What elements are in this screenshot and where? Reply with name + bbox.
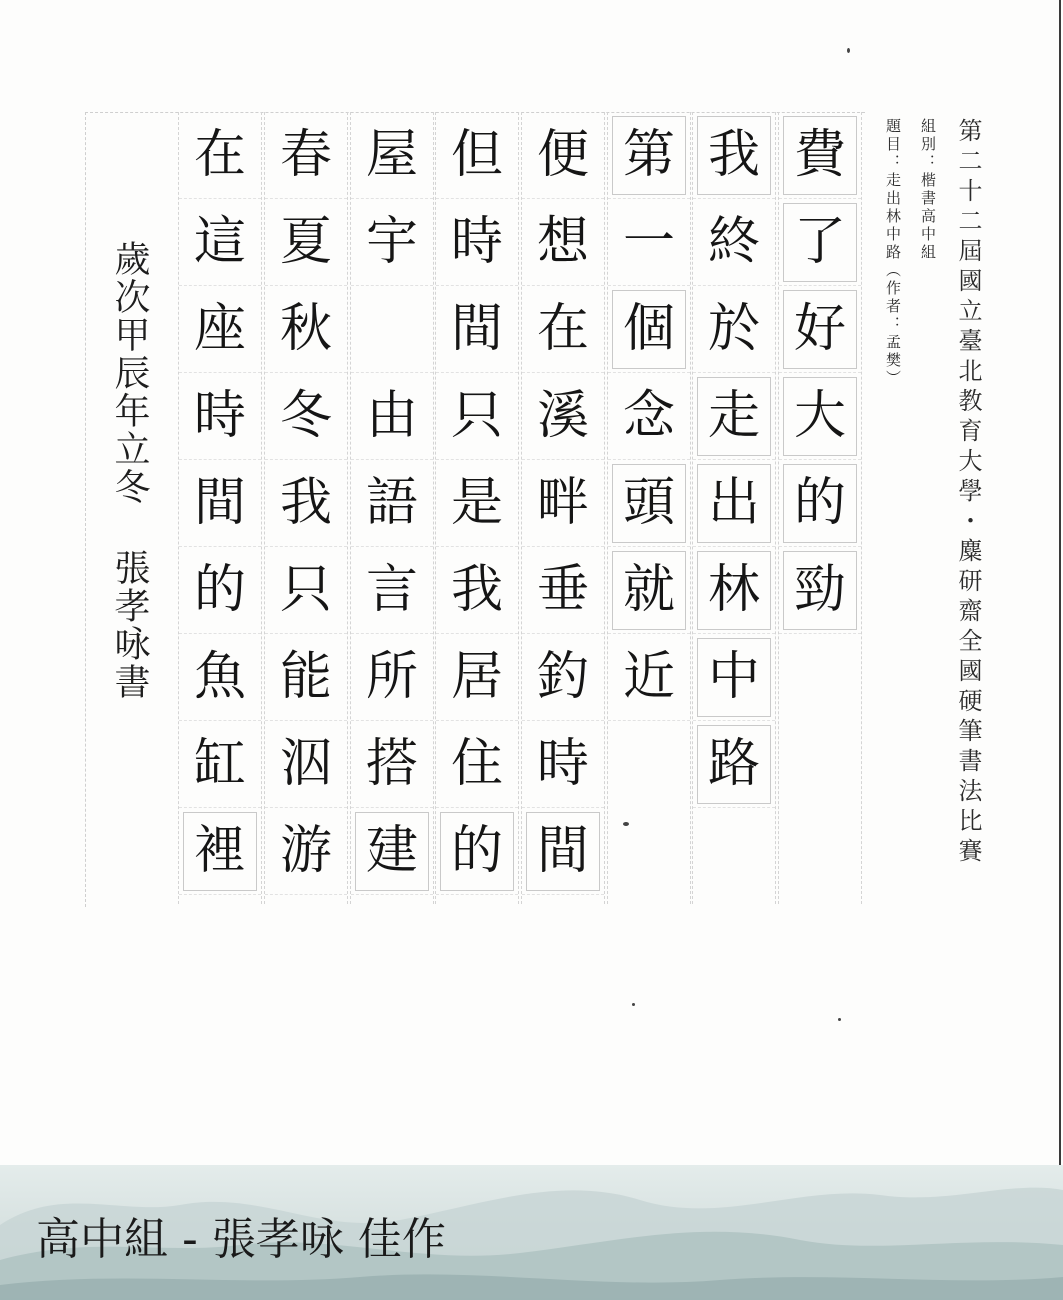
ink-speck (623, 822, 629, 826)
poem-character: 時 (436, 199, 518, 286)
topic-label: 題目：走出林中路（作者：孟樊） (884, 118, 902, 388)
poem-column (178, 112, 262, 904)
poem-character: 釣 (522, 634, 604, 721)
poem-character: 路 (693, 721, 775, 808)
poem-character: 春 (265, 112, 347, 199)
poem-character: 頭 (608, 460, 690, 547)
poem-character: 只 (436, 373, 518, 460)
poem-character: 第 (608, 112, 690, 199)
poem-character: 語 (351, 460, 433, 547)
poem-column (264, 112, 348, 904)
poem-character: 游 (265, 808, 347, 895)
poem-character: 畔 (522, 460, 604, 547)
competition-title: 第二十二屆國立臺北教育大學・麋研齋全國硬筆書法比賽 (954, 118, 982, 868)
ink-speck (847, 48, 850, 53)
poem-character: 的 (436, 808, 518, 895)
poem-character: 時 (522, 721, 604, 808)
poem-character: 了 (779, 199, 861, 286)
poem-character: 溪 (522, 373, 604, 460)
poem-character: 座 (179, 286, 261, 373)
poem-column (692, 112, 776, 904)
poem-character: 我 (693, 112, 775, 199)
poem-character: 在 (179, 112, 261, 199)
poem-character: 宇 (351, 199, 433, 286)
poem-character: 費 (779, 112, 861, 199)
poem-character: 個 (608, 286, 690, 373)
poem-character: 間 (179, 460, 261, 547)
poem-character: 但 (436, 112, 518, 199)
poem-character: 這 (179, 199, 261, 286)
poem-column (521, 112, 605, 904)
poem-character: 勁 (779, 547, 861, 634)
poem-character: 就 (608, 547, 690, 634)
award-caption: 高中組 - 張孝咏 佳作 (36, 1214, 446, 1265)
poem-character: 垂 (522, 547, 604, 634)
poem-character: 好 (779, 286, 861, 373)
poem-character (351, 286, 433, 373)
poem-character: 建 (351, 808, 433, 895)
poem-character: 我 (436, 547, 518, 634)
poem-column (778, 112, 862, 904)
poem-character: 大 (779, 373, 861, 460)
scan-edge (1059, 0, 1061, 1165)
poem-character: 泅 (265, 721, 347, 808)
poem-character: 一 (608, 199, 690, 286)
poem-character: 想 (522, 199, 604, 286)
poem-character: 屋 (351, 112, 433, 199)
poem-character: 出 (693, 460, 775, 547)
grid-frame-left (85, 112, 86, 907)
poem-character: 我 (265, 460, 347, 547)
poem-character: 缸 (179, 721, 261, 808)
poem-character: 間 (436, 286, 518, 373)
poem-character: 搭 (351, 721, 433, 808)
poem-character: 時 (179, 373, 261, 460)
poem-character: 居 (436, 634, 518, 721)
poem-character: 近 (608, 634, 690, 721)
poem-character: 於 (693, 286, 775, 373)
poem-column (607, 112, 691, 904)
poem-character: 言 (351, 547, 433, 634)
poem-character: 裡 (179, 808, 261, 895)
ink-speck (632, 1003, 635, 1006)
poem-character: 在 (522, 286, 604, 373)
poem-character: 的 (779, 460, 861, 547)
poem-character: 是 (436, 460, 518, 547)
poem-character: 的 (179, 547, 261, 634)
poem-character: 念 (608, 373, 690, 460)
category-label: 組別：楷書高中組 (919, 118, 937, 262)
poem-character: 魚 (179, 634, 261, 721)
poem-character: 秋 (265, 286, 347, 373)
poem-column (435, 112, 519, 904)
poem-character: 間 (522, 808, 604, 895)
poem-character: 夏 (265, 199, 347, 286)
poem-character: 只 (265, 547, 347, 634)
poem-character: 所 (351, 634, 433, 721)
ink-speck (838, 1018, 841, 1021)
poem-character: 走 (693, 373, 775, 460)
poem-character: 終 (693, 199, 775, 286)
poem-character: 便 (522, 112, 604, 199)
caption-banner (0, 1165, 1063, 1300)
poem-character: 由 (351, 373, 433, 460)
poem-column (350, 112, 434, 904)
poem-character: 中 (693, 634, 775, 721)
poem-character: 住 (436, 721, 518, 808)
signature-inscription: 歲次甲辰年立冬 張孝咏書 (109, 240, 150, 701)
poem-character: 能 (265, 634, 347, 721)
poem-character: 冬 (265, 373, 347, 460)
poem-character: 林 (693, 547, 775, 634)
